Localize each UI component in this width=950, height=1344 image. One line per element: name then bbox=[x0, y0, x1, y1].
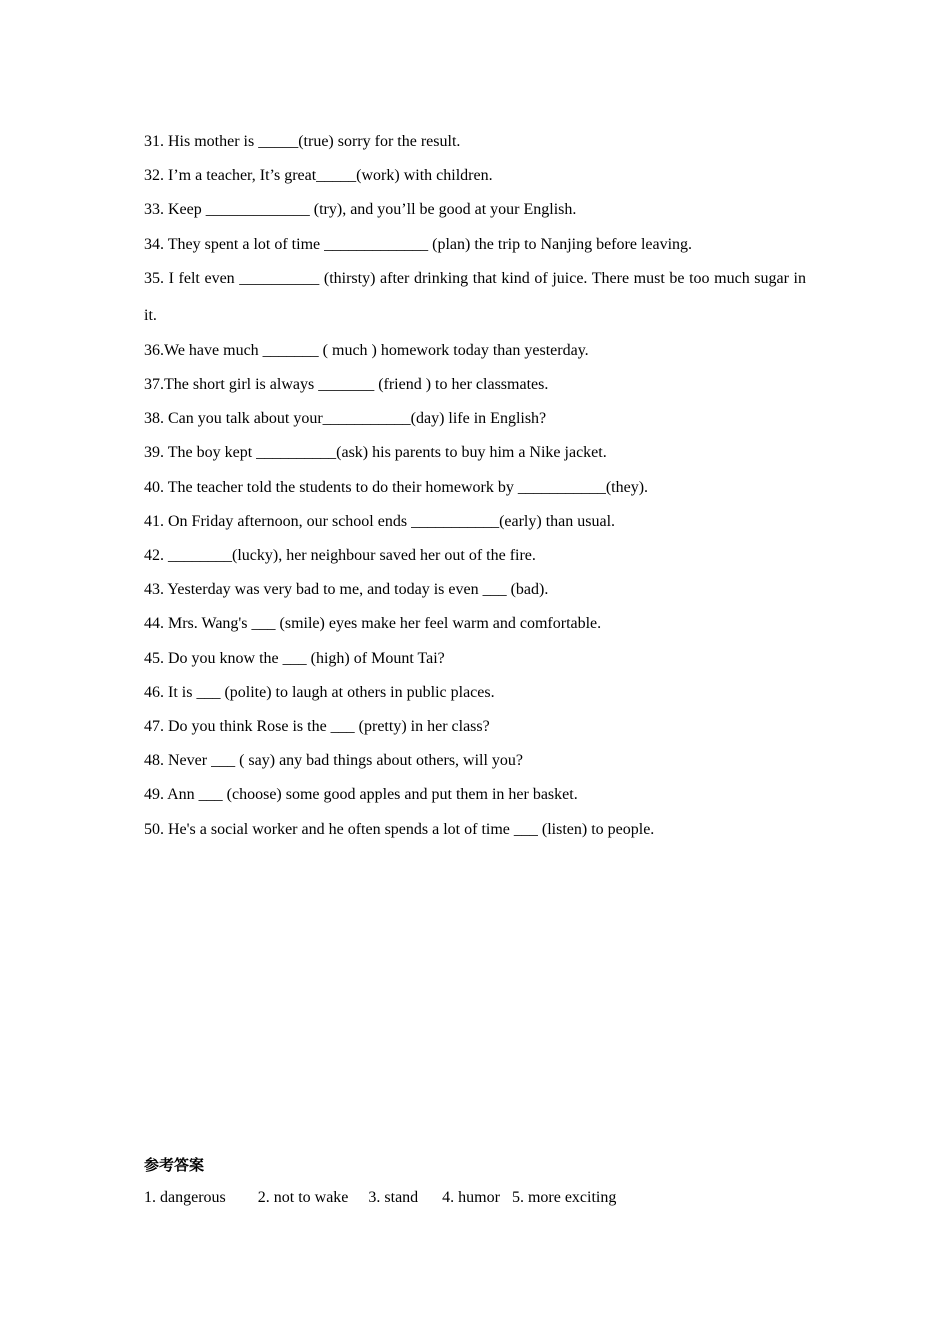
question-36: 36.We have much _______ ( much ) homework today than yesterday. bbox=[144, 341, 589, 359]
question-37: 37.The short girl is always _______ (friend ) to her classmates. bbox=[144, 376, 549, 394]
question-35: 35. I felt even __________ (thirsty) after drinking that kind of juice. There must be too much sugar in it. bbox=[144, 270, 806, 325]
question-40: 40. The teacher told the students to do their homework by ___________(they). bbox=[144, 478, 649, 496]
question-45: 45. Do you know the ___ (high) of Mount Tai? bbox=[144, 649, 445, 667]
question-42: 42. ________(lucky), her neighbour saved her out of the fire. bbox=[144, 547, 536, 565]
question-47: 47. Do you think Rose is the ___ (pretty) in her class? bbox=[144, 718, 490, 736]
question-31: 31. His mother is _____(true) sorry for the result. bbox=[144, 133, 461, 150]
question-33: 33. Keep _____________ (try), and you’ll be good at your English. bbox=[144, 201, 577, 219]
question-38: 38. Can you talk about your___________(day) life in English? bbox=[144, 410, 547, 428]
question-44: 44. Mrs. Wang's ___ (smile) eyes make her feel warm and comfortable. bbox=[144, 615, 602, 633]
question-43: 43. Yesterday was very bad to me, and today is even ___ (bad). bbox=[144, 581, 549, 599]
question-34: 34. They spent a lot of time _____________ (plan) the trip to Nanjing before leaving. bbox=[144, 235, 693, 253]
question-48: 48. Never ___ ( say) any bad things about others, will you? bbox=[144, 752, 524, 770]
answers-line: 1. dangerous 2. not to wake 3. stand 4. humor 5. more exciting bbox=[144, 1189, 617, 1206]
question-41: 41. On Friday afternoon, our school ends ___________(early) than usual. bbox=[144, 512, 616, 530]
answers-heading: 参考答案 bbox=[144, 1156, 205, 1174]
question-32: 32. I’m a teacher, It’s great_____(work) with children. bbox=[144, 167, 493, 185]
question-50: 50. He's a social worker and he often spends a lot of time ___ (listen) to people. bbox=[144, 820, 655, 838]
question-list bbox=[144, 125, 806, 847]
question-46: 46. It is ___ (polite) to laugh at others in public places. bbox=[144, 683, 495, 701]
question-39: 39. The boy kept __________(ask) his parents to buy him a Nike jacket. bbox=[144, 444, 607, 462]
question-49: 49. Ann ___ (choose) some good apples and put them in her basket. bbox=[144, 786, 578, 804]
